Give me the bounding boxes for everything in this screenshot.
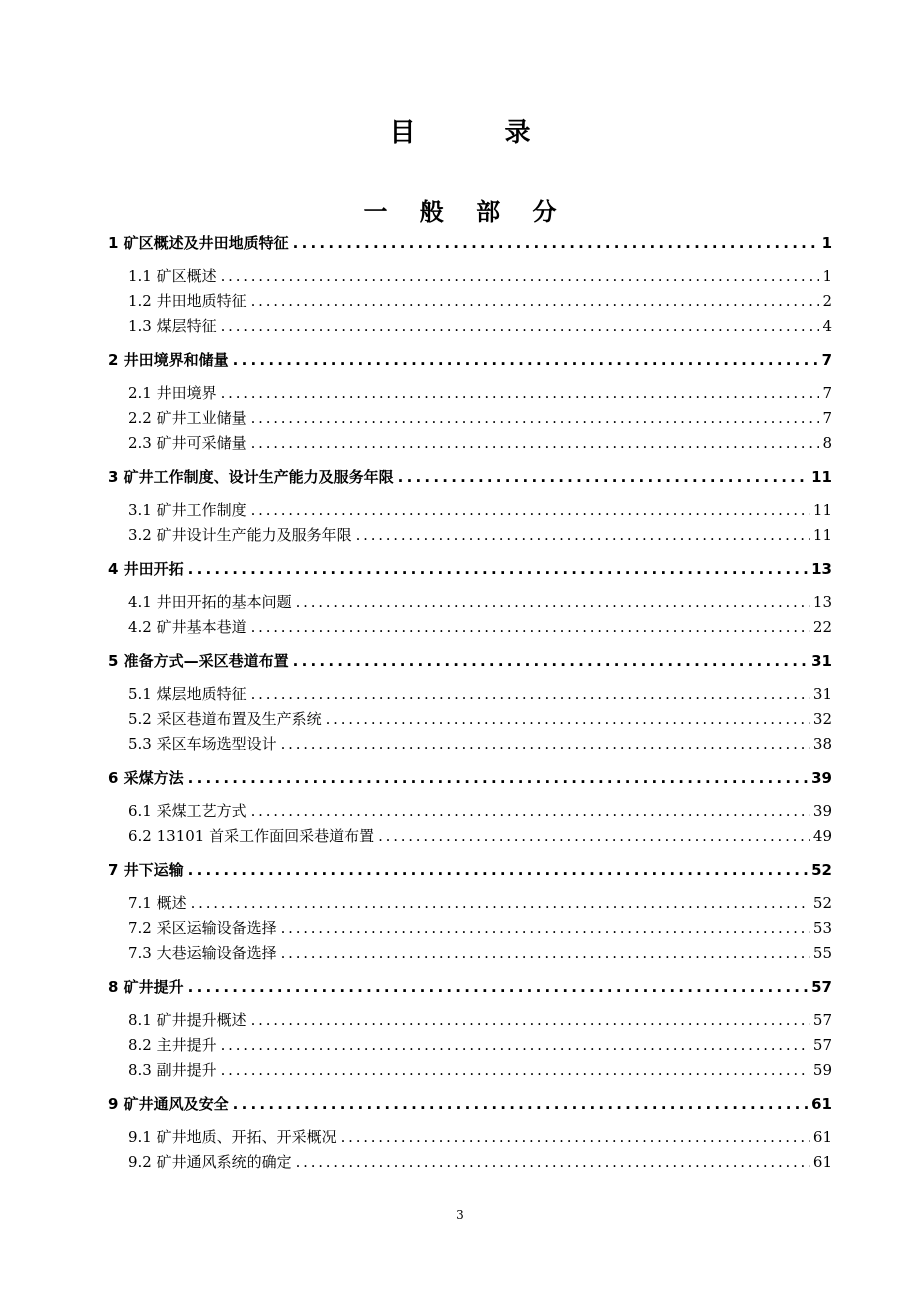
toc-page-number: 59 — [812, 1061, 832, 1079]
dot-leader — [221, 1058, 810, 1083]
toc-subsection-entry[interactable] — [108, 1058, 832, 1083]
toc-entry-title: 2.2 矿井工业储量 — [128, 409, 247, 427]
toc-subsection-entry[interactable] — [108, 381, 832, 406]
toc-chapter-entry[interactable] — [108, 230, 832, 256]
toc-entry-title: 9.2 矿井通风系统的确定 — [128, 1153, 292, 1171]
toc-page-number: 13 — [811, 560, 832, 578]
toc-entry-title: 2 井田境界和储量 — [108, 351, 229, 369]
toc-entry-title: 7.1 概述 — [128, 894, 187, 912]
dot-leader — [221, 381, 820, 406]
toc-subsection-entry[interactable] — [108, 1150, 832, 1175]
toc-entry-title: 7.3 大巷运输设备选择 — [128, 944, 277, 962]
toc-page-number: 11 — [812, 501, 832, 519]
toc-entry-title: 1 矿区概述及井田地质特征 — [108, 234, 289, 252]
dot-leader — [188, 974, 808, 1000]
toc-page-number: 55 — [812, 944, 832, 962]
dot-leader — [188, 857, 808, 883]
toc-entry-title: 9 矿井通风及安全 — [108, 1095, 229, 1113]
toc-entry-title: 4.2 矿井基本巷道 — [128, 618, 247, 636]
toc-page-number: 13 — [812, 593, 832, 611]
toc-page-number: 7 — [821, 351, 832, 369]
toc-page-number: 4 — [822, 317, 832, 335]
toc-page-number: 38 — [812, 735, 832, 753]
toc-chapter-entry[interactable] — [108, 556, 832, 582]
toc-page-number: 8 — [822, 434, 832, 452]
toc-page-number: 2 — [822, 292, 832, 310]
toc-page-number: 7 — [822, 384, 832, 402]
dot-leader — [251, 615, 810, 640]
toc-chapter-entry[interactable] — [108, 974, 832, 1000]
toc-subsection-entry[interactable] — [108, 590, 832, 615]
dot-leader — [281, 941, 810, 966]
toc-page-number: 52 — [812, 894, 832, 912]
dot-leader — [296, 1150, 810, 1175]
toc-entry-title: 1.3 煤层特征 — [128, 317, 217, 335]
toc-entry-title: 3 矿井工作制度、设计生产能力及服务年限 — [108, 468, 394, 486]
toc-page-number: 52 — [811, 861, 832, 879]
toc-page-number: 39 — [811, 769, 832, 787]
toc-entry-title: 7 井下运输 — [108, 861, 184, 879]
toc-page-number: 32 — [812, 710, 832, 728]
toc-page-number: 57 — [812, 1036, 832, 1054]
toc-page-number: 53 — [812, 919, 832, 937]
toc-entry-title: 3.1 矿井工作制度 — [128, 501, 247, 519]
toc-subsection-entry[interactable] — [108, 799, 832, 824]
toc-entry-title: 4.1 井田开拓的基本问题 — [128, 593, 292, 611]
dot-leader — [378, 824, 810, 849]
toc-entry-title: 6.2 13101 首采工作面回采巷道布置 — [128, 827, 375, 845]
dot-leader — [221, 314, 820, 339]
toc-page-number: 11 — [812, 526, 832, 544]
dot-leader — [356, 523, 810, 548]
dot-leader — [251, 406, 820, 431]
toc-entry-title: 4 井田开拓 — [108, 560, 184, 578]
dot-leader — [191, 891, 810, 916]
toc-subsection-entry[interactable] — [108, 289, 832, 314]
toc-subsection-entry[interactable] — [108, 498, 832, 523]
dot-leader — [296, 590, 810, 615]
toc-subsection-entry[interactable] — [108, 682, 832, 707]
dot-leader — [251, 799, 810, 824]
dot-leader — [251, 289, 820, 314]
toc-subsection-entry[interactable] — [108, 615, 832, 640]
toc-page-number: 61 — [812, 1153, 832, 1171]
toc-subsection-entry[interactable] — [108, 264, 832, 289]
dot-leader — [341, 1125, 810, 1150]
toc-page-number: 1 — [822, 267, 832, 285]
dot-leader — [293, 648, 808, 674]
toc-entry-title: 3.2 矿井设计生产能力及服务年限 — [128, 526, 352, 544]
toc-subsection-entry[interactable] — [108, 1008, 832, 1033]
toc-entry-title: 2.3 矿井可采储量 — [128, 434, 247, 452]
dot-leader — [251, 1008, 810, 1033]
toc-entry-title: 1.2 井田地质特征 — [128, 292, 247, 310]
toc-subsection-entry[interactable] — [108, 1125, 832, 1150]
page-number: 3 — [456, 1208, 464, 1222]
dot-leader — [221, 264, 820, 289]
toc-chapter-entry[interactable] — [108, 648, 832, 674]
toc-page-number: 22 — [812, 618, 832, 636]
table-of-contents — [108, 230, 832, 1175]
dot-leader — [398, 464, 808, 490]
toc-entry-title: 6 采煤方法 — [108, 769, 184, 787]
toc-page-number: 1 — [821, 234, 832, 252]
toc-page-number: 7 — [822, 409, 832, 427]
section-heading: 一 般 部 分 — [363, 198, 569, 226]
toc-page-number: 31 — [811, 652, 832, 670]
toc-entry-title: 5.2 采区巷道布置及生产系统 — [128, 710, 322, 728]
toc-entry-title: 1.1 矿区概述 — [128, 267, 217, 285]
toc-entry-title: 9.1 矿井地质、开拓、开采概况 — [128, 1128, 337, 1146]
toc-chapter-entry[interactable] — [108, 857, 832, 883]
page-title: 目 录 — [389, 118, 571, 148]
dot-leader — [233, 1091, 808, 1117]
toc-subsection-entry[interactable] — [108, 941, 832, 966]
toc-page-number: 31 — [812, 685, 832, 703]
toc-page-number: 57 — [811, 978, 832, 996]
dot-leader — [251, 431, 820, 456]
dot-leader — [221, 1033, 810, 1058]
toc-entry-title: 8.2 主井提升 — [128, 1036, 217, 1054]
toc-subsection-entry[interactable] — [108, 314, 832, 339]
toc-subsection-entry[interactable] — [108, 431, 832, 456]
toc-chapter-entry[interactable] — [108, 765, 832, 791]
dot-leader — [281, 916, 810, 941]
dot-leader — [293, 230, 819, 256]
toc-entry-title: 5 准备方式—采区巷道布置 — [108, 652, 289, 670]
dot-leader — [281, 732, 810, 757]
toc-page-number: 39 — [812, 802, 832, 820]
toc-entry-title: 6.1 采煤工艺方式 — [128, 802, 247, 820]
dot-leader — [188, 556, 808, 582]
dot-leader — [233, 347, 819, 373]
toc-chapter-entry[interactable] — [108, 347, 832, 373]
toc-subsection-entry[interactable] — [108, 916, 832, 941]
toc-page-number: 11 — [811, 468, 832, 486]
toc-chapter-entry[interactable] — [108, 464, 832, 490]
toc-subsection-entry[interactable] — [108, 1033, 832, 1058]
toc-subsection-entry[interactable] — [108, 824, 832, 849]
dot-leader — [326, 707, 810, 732]
toc-entry-title: 8 矿井提升 — [108, 978, 184, 996]
toc-subsection-entry[interactable] — [108, 732, 832, 757]
toc-entry-title: 5.1 煤层地质特征 — [128, 685, 247, 703]
dot-leader — [251, 682, 810, 707]
toc-page-number: 61 — [811, 1095, 832, 1113]
toc-entry-title: 8.1 矿井提升概述 — [128, 1011, 247, 1029]
toc-chapter-entry[interactable] — [108, 1091, 832, 1117]
toc-entry-title: 7.2 采区运输设备选择 — [128, 919, 277, 937]
toc-subsection-entry[interactable] — [108, 891, 832, 916]
toc-entry-title: 5.3 采区车场选型设计 — [128, 735, 277, 753]
toc-page-number: 49 — [812, 827, 832, 845]
toc-page-number: 61 — [812, 1128, 832, 1146]
dot-leader — [188, 765, 808, 791]
toc-subsection-entry[interactable] — [108, 523, 832, 548]
toc-subsection-entry[interactable] — [108, 707, 832, 732]
toc-subsection-entry[interactable] — [108, 406, 832, 431]
toc-entry-title: 2.1 井田境界 — [128, 384, 217, 402]
toc-entry-title: 8.3 副井提升 — [128, 1061, 217, 1079]
dot-leader — [251, 498, 810, 523]
toc-page-number: 57 — [812, 1011, 832, 1029]
